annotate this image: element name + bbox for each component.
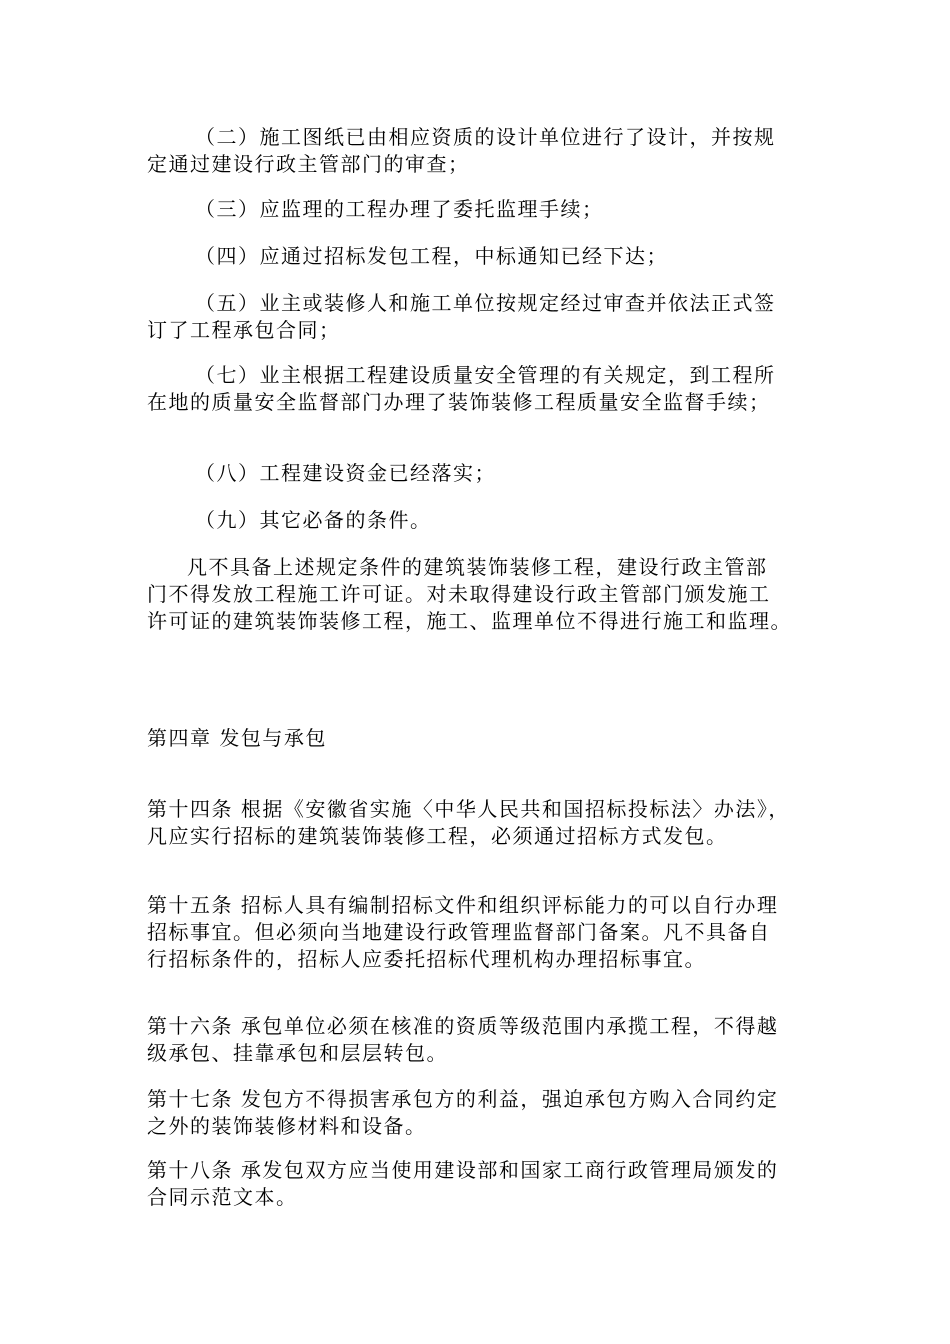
article-16 <box>147 1013 827 1067</box>
article-line: 第十七条 发包方不得损害承包方的利益，强迫承包方购入合同约定 <box>147 1087 779 1111</box>
article-18 <box>147 1157 827 1211</box>
article-line: 第十四条 根据《安徽省实施〈中华人民共和国招标投标法〉办法》， <box>147 797 790 821</box>
paragraph-line: （八）工程建设资金已经落实； <box>195 461 496 485</box>
chapter-title: 第四章 发包与承包 <box>147 726 327 750</box>
paragraph-line: 订了工程承包合同； <box>147 318 341 342</box>
article-line: 凡应实行招标的建筑装饰装修工程，必须通过招标方式发包。 <box>147 824 728 848</box>
paragraph-line: （二）施工图纸已由相应资质的设计单位进行了设计，并按规 <box>195 125 776 149</box>
paragraph-line: 定通过建设行政主管部门的审查； <box>147 152 470 176</box>
article-17 <box>147 1086 827 1140</box>
article-line: 第十五条 招标人具有编制招标文件和组织评标能力的可以自行办理 <box>147 893 779 917</box>
paragraph-item-8 <box>147 460 827 487</box>
paragraph-line: （五）业主或装修人和施工单位按规定经过审查并依法正式签 <box>195 291 776 315</box>
paragraph-line: 门不得发放工程施工许可证。对未取得建设行政主管部门颁发施工 <box>147 582 771 606</box>
article-line: 第十六条 承包单位必须在核准的资质等级范围内承揽工程，不得越 <box>147 1014 779 1038</box>
article-line: 行招标条件的，招标人应委托招标代理机构办理招标事宜。 <box>147 947 706 971</box>
paragraph-line: （四）应通过招标发包工程，中标通知已经下达； <box>195 244 668 268</box>
article-line: 第十八条 承发包双方应当使用建设部和国家工商行政管理局颁发的 <box>147 1158 779 1182</box>
paragraph-line: （七）业主根据工程建设质量安全管理的有关规定，到工程所 <box>195 363 776 387</box>
article-15 <box>147 892 827 973</box>
paragraph-line: 凡不具备上述规定条件的建筑装饰装修工程，建设行政主管部 <box>187 555 768 579</box>
paragraph-item-5 <box>147 290 827 344</box>
paragraph-item-4 <box>147 243 827 270</box>
article-14 <box>147 796 827 850</box>
paragraph-conclusion <box>147 554 827 635</box>
article-line: 之外的装饰装修材料和设备。 <box>147 1114 427 1138</box>
paragraph-item-2 <box>147 124 827 178</box>
paragraph-item-3 <box>147 196 827 223</box>
article-line: 合同示范文本。 <box>147 1185 298 1209</box>
paragraph-line: 许可证的建筑装饰装修工程，施工、监理单位不得进行施工和监理。 <box>147 609 792 633</box>
article-line: 招标事宜。但必须向当地建设行政管理监督部门备案。凡不具备自 <box>147 920 771 944</box>
paragraph-line: 在地的质量安全监督部门办理了装饰装修工程质量安全监督手续； <box>147 390 771 414</box>
paragraph-line: （九）其它必备的条件。 <box>195 508 432 532</box>
paragraph-item-7 <box>147 362 827 416</box>
paragraph-item-9 <box>147 507 827 534</box>
article-line: 级承包、挂靠承包和层层转包。 <box>147 1041 448 1065</box>
paragraph-line: （三）应监理的工程办理了委托监理手续； <box>195 197 604 221</box>
